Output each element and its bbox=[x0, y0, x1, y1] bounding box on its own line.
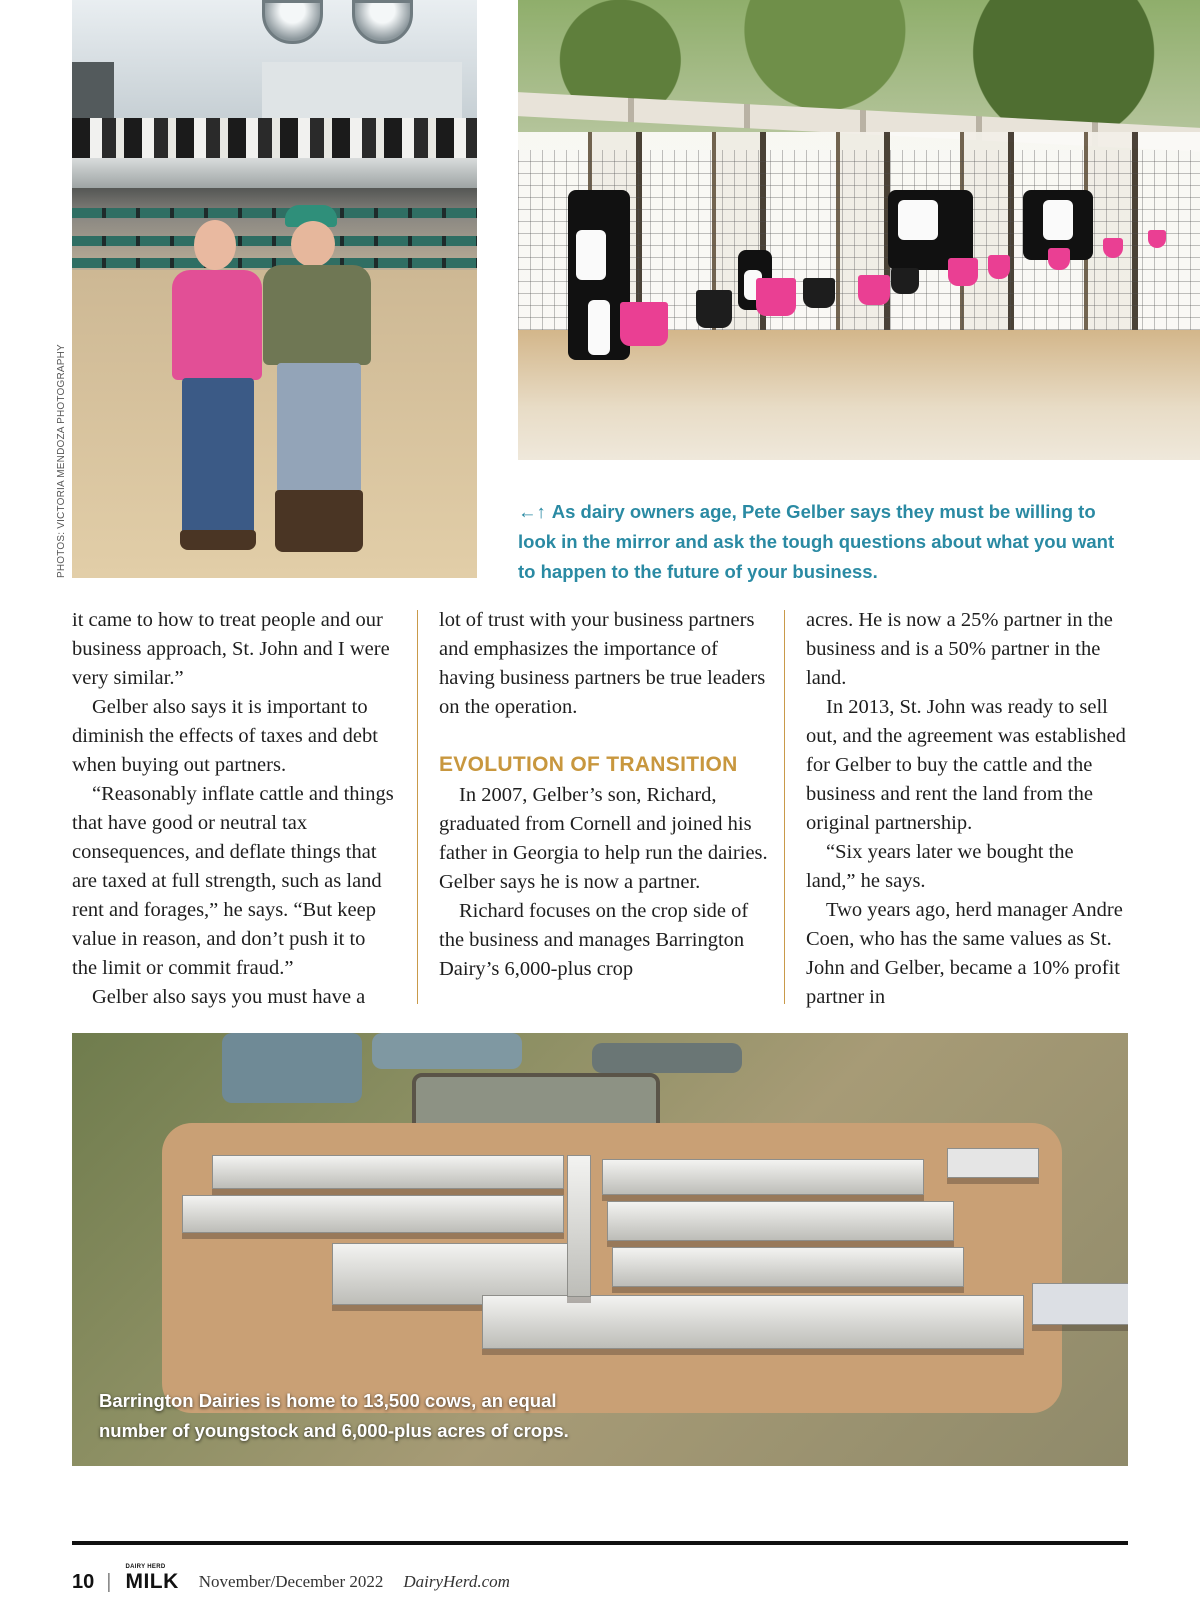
pink-bucket bbox=[756, 278, 796, 316]
shed-roof bbox=[947, 1148, 1039, 1178]
black-bucket bbox=[696, 290, 732, 328]
pink-bucket bbox=[858, 275, 890, 305]
black-bucket bbox=[891, 268, 919, 294]
brand-logo-text: MILK bbox=[125, 1570, 179, 1593]
article-column-1 bbox=[72, 606, 394, 1012]
paragraph: Two years ago, herd manager Andre Coen, who has the same values as St. John and Gelber, became a 10% profit partner in bbox=[806, 899, 1123, 1008]
article-column-3 bbox=[806, 606, 1128, 1012]
issue-date: November/December 2022 bbox=[198, 1572, 384, 1591]
caption-text: As dairy owners age, Pete Gelber says they must be willing to look in the mirror and ask the tough questions about what you want to happen to the future of your business. bbox=[518, 501, 1115, 582]
black-bucket bbox=[803, 278, 835, 308]
pink-bucket bbox=[1148, 230, 1166, 248]
paragraph: “Reasonably inflate cattle and things that have good or neutral tax consequences, and deflate things that are taxed at full strength, such as land rent and forages,” he says. “But keep value in reason, and don’t push it to the limit or commit fraud.” bbox=[72, 783, 394, 979]
page-number: 10 bbox=[72, 1570, 95, 1593]
photo-aerial-dairy bbox=[72, 1033, 1128, 1466]
woman-jeans bbox=[182, 378, 254, 538]
woman-head bbox=[194, 220, 236, 270]
brand-logo-small-text: DAIRY HERD bbox=[125, 1564, 166, 1570]
photo-couple-in-barn bbox=[72, 0, 477, 578]
woman-shoes bbox=[180, 530, 256, 550]
article-column-2 bbox=[439, 606, 769, 984]
woman-shirt bbox=[172, 270, 262, 380]
man-shirt bbox=[263, 265, 371, 365]
person-man bbox=[257, 205, 382, 565]
lagoon bbox=[372, 1033, 522, 1069]
paragraph: In 2013, St. John was ready to sell out, and the agreement was established for Gelber to buy the cattle and the business and rent the land from the original partnership. bbox=[806, 696, 1126, 834]
photo-calf-hutches bbox=[518, 0, 1200, 460]
pink-bucket bbox=[988, 255, 1010, 279]
barn-door bbox=[72, 62, 114, 122]
barn-connector bbox=[567, 1155, 591, 1297]
man-boots bbox=[275, 490, 363, 552]
paragraph: it came to how to treat people and our business approach, St. John and I were very similar.” bbox=[72, 609, 390, 689]
lagoon bbox=[222, 1033, 362, 1103]
paragraph: Gelber also says it is important to diminish the effects of taxes and debt when buying out partners. bbox=[72, 696, 378, 776]
man-head bbox=[291, 221, 335, 267]
paragraph: Richard focuses on the crop side of the business and manages Barrington Dairy’s 6,000-plus crop bbox=[439, 900, 749, 980]
brand-logo bbox=[125, 1564, 179, 1594]
paragraph: lot of trust with your business partners and emphasizes the importance of having business partners be true leaders on the operation. bbox=[439, 609, 766, 718]
barn-roof bbox=[602, 1159, 924, 1195]
column-rule bbox=[417, 610, 418, 1004]
barn-roof bbox=[612, 1247, 964, 1287]
footer-separator: | bbox=[106, 1570, 112, 1593]
barn-roof bbox=[212, 1155, 564, 1189]
footer-rule bbox=[72, 1541, 1128, 1545]
paragraph: In 2007, Gelber’s son, Richard, graduated from Cornell and joined his father in Georgia to help run the dairies. Gelber says he is now a partner. bbox=[439, 784, 768, 893]
lagoon bbox=[592, 1043, 742, 1073]
shed-roof bbox=[1032, 1283, 1128, 1325]
pink-bucket bbox=[620, 302, 668, 346]
paragraph: Gelber also says you must have a bbox=[92, 986, 366, 1008]
aerial-caption: Barrington Dairies is home to 13,500 cows, an equal number of youngstock and 6,000-plus acres of crops. bbox=[99, 1390, 569, 1441]
barn-roof bbox=[607, 1201, 954, 1241]
man-jeans bbox=[277, 363, 361, 493]
barn-roof bbox=[182, 1195, 564, 1233]
pink-bucket bbox=[948, 258, 978, 286]
photo-caption bbox=[518, 497, 1118, 587]
caption-arrows-icon: ←↑ bbox=[518, 501, 546, 522]
pink-bucket bbox=[1103, 238, 1123, 258]
section-heading: EVOLUTION OF TRANSITION bbox=[439, 753, 738, 776]
page-footer bbox=[72, 1566, 510, 1598]
paragraph: “Six years later we bought the land,” he says. bbox=[806, 841, 1074, 892]
cow-row bbox=[72, 118, 477, 158]
person-woman bbox=[162, 220, 272, 560]
barn-roof bbox=[482, 1295, 1024, 1349]
paragraph: acres. He is now a 25% partner in the business and is a 50% partner in the land. bbox=[806, 609, 1113, 689]
column-rule bbox=[784, 610, 785, 1004]
site-url: DairyHerd.com bbox=[403, 1572, 510, 1591]
barn-ledge bbox=[72, 158, 477, 188]
barn-panel bbox=[262, 62, 462, 122]
pink-bucket bbox=[1048, 248, 1070, 270]
photo-credit: PHOTOS: VICTORIA MENDOZA PHOTOGRAPHY bbox=[56, 344, 67, 578]
